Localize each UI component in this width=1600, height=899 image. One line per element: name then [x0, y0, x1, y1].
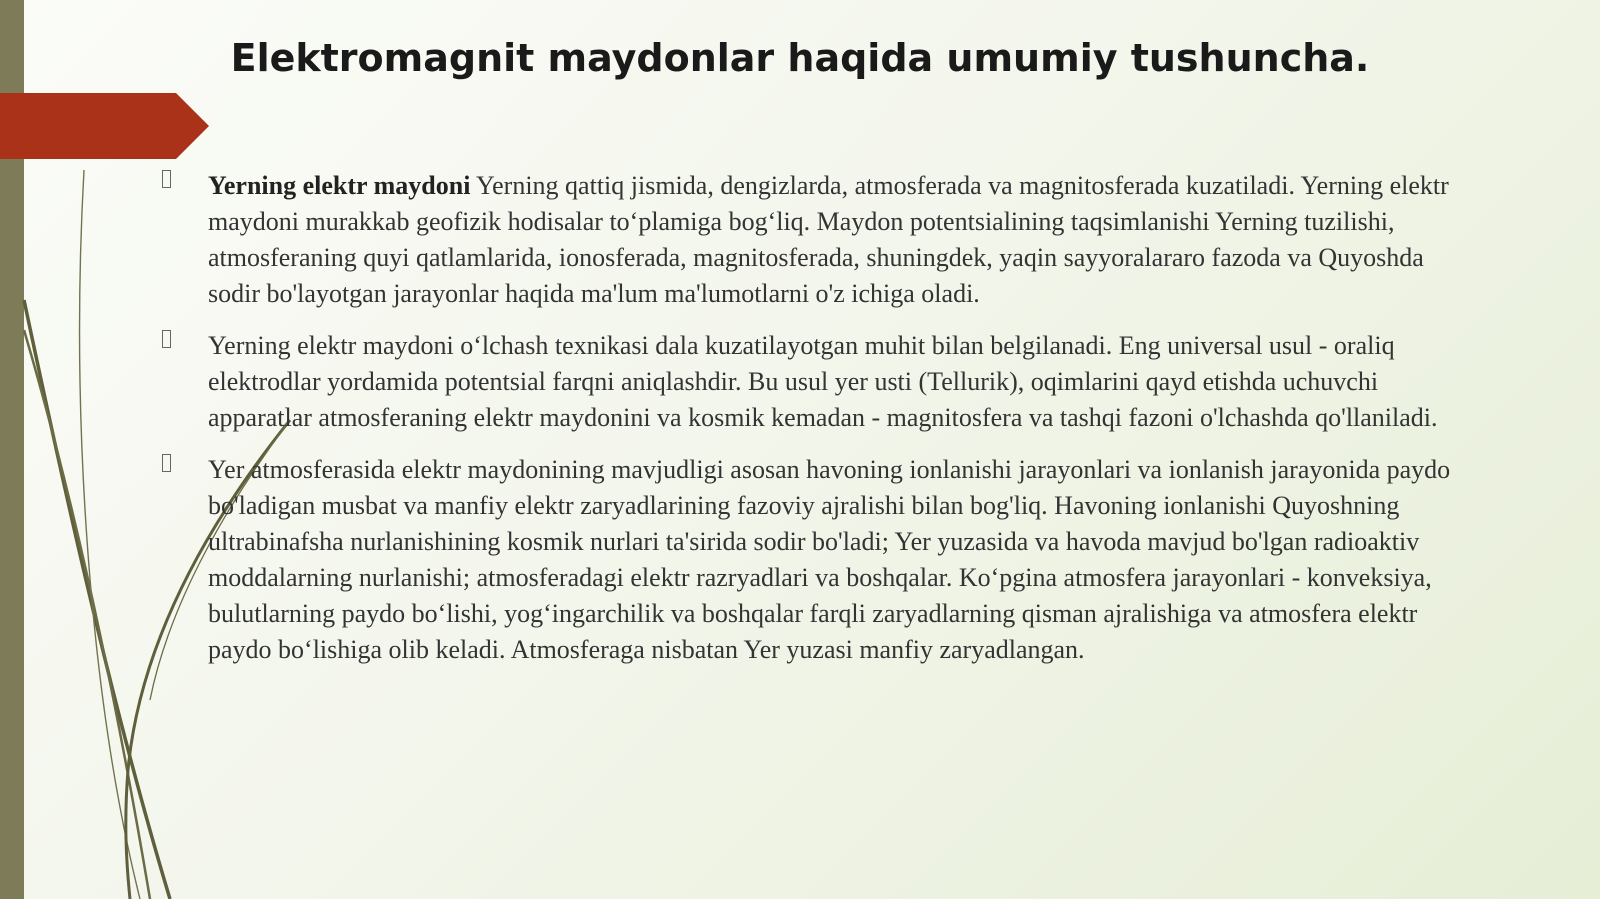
- bullet-box-icon: [162, 170, 171, 188]
- bullet-box-icon: [162, 330, 171, 348]
- bullet-box-icon: [162, 454, 171, 472]
- bullet-paragraph: [160, 452, 1470, 668]
- paragraph-text: Yerning qattiq jismida, dengizlarda, atmosferada va magnitosferada kuzatiladi. Yerning elektr maydoni murakkab geofizik hodisalar to‘plamiga bog‘liq. Maydon potentsialining taqsimlanishi Yerning tuzilishi, atmosferaning quyi qatlamlarida, ionosferada, magnitosferada, shuningdek, yaqin sayyoralararo fazoda va Quyoshda sodir bo'layotgan jarayonlar haqida ma'lum ma'lumotlarni o'z ichiga oladi.: [208, 171, 1449, 308]
- bullet-paragraph: [160, 168, 1470, 312]
- bullet-paragraph: [160, 328, 1470, 436]
- paragraph-text: Yer atmosferasida elektr maydonining mavjudligi asosan havoning ionlanishi jarayonlari va ionlanish jarayonida paydo bo'ladigan musbat va manfiy elektr zaryadlarining fazoviy ajralishi bilan bog'liq. Havoning ionlanishi Quyoshning ultrabinafsha nurlanishining kosmik nurlari ta'sirida sodir bo'ladi; Yer yuzasida va havoda mavjud bo'lgan radioaktiv moddalarning nurlanishi; atmosferadagi elektr razryadlari va boshqalar. Ko‘pgina atmosfera jarayonlari - konveksiya, bulutlarning paydo bo‘lishi, yog‘ingarchilik va boshqalar farqli zaryadlarning qisman ajralishiga va atmosfera elektr paydo bo‘lishiga olib keladi. Atmosferaga nisbatan Yer yuzasi manfiy zaryadlangan.: [208, 455, 1451, 664]
- slide-title: Elektromagnit maydonlar haqida umumiy tushuncha.: [230, 36, 1370, 80]
- paragraph-lead: Yerning elektr maydoni: [208, 171, 471, 200]
- paragraph-text: Yerning elektr maydoni o‘lchash texnikasi dala kuzatilayotgan muhit bilan belgilanadi. Eng universal usul - oraliq elektrodlar yordamida potentsial farqni aniqlashdir. Bu usul yer usti (Tellurik), oqimlarini qayd etishda uchuvchi apparatlar atmosferaning elektr maydonini va kosmik kemadan - magnitosfera va tashqi fazoni o'lchashda qo'llaniladi.: [208, 331, 1438, 432]
- slide-body: [160, 168, 1470, 684]
- red-arrow-banner: [0, 93, 210, 159]
